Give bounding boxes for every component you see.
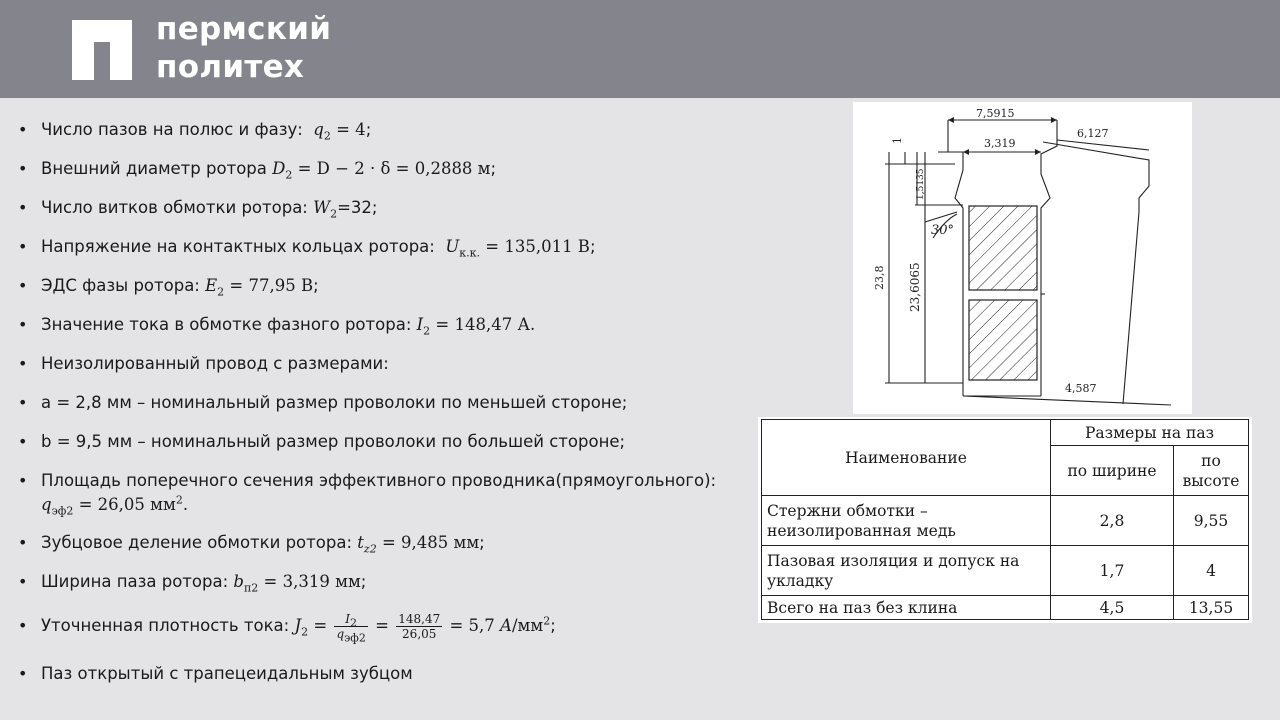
brand-line-1: пермский [156,11,332,47]
list-item: • Уточненная плотность тока: $J_2$ = $\frac{I_2}{q_{эф2}}$ = $\frac{148,47}{26,05}$ = 5,7 $A/мм^2$; [18,606,748,646]
list-item: • Зубцовое деление обмотки ротора: $t_{z2} = 9,485$ мм; [18,531,748,555]
list-item: • Ширина паза ротора: $b_{п2} = 3,319$ мм; [18,570,748,594]
list-item: • Число пазов на полюс и фазу: $q_2 = 4$; [18,118,748,142]
slot-drawing-svg [853,102,1192,414]
brand-name [156,10,331,86]
fraction-numeric: $\frac{148,47}{26,05}$ [398,612,441,641]
list-item: • Внешний диаметр ротора $D_2 = D - 2 \cdot \delta = 0,2888$ м; [18,157,748,181]
table-cell-width: 2,8 [1051,496,1174,546]
table-cell-name: Всего на паз без клина [762,596,1051,620]
table-cell-height: 13,55 [1174,596,1249,620]
table-cell-width: 4,5 [1051,596,1174,620]
table-cell-name: Стержни обмотки – неизолированная медь [762,496,1051,546]
table-row [762,546,1249,596]
header-height: по высоте [1174,446,1249,496]
dim-angle: 30° [931,223,955,238]
dim-top-width: 7,5915 [976,107,1015,120]
list-item: • Площадь поперечного сечения эффективного проводника(прямоугольного): $q_{эф2} = 26,05$ $мм^2$. [18,469,748,517]
list-item: • a = 2,8 мм – номинальный размер проволоки по меньшей стороне; [18,391,748,415]
header-group: Размеры на паз [1051,420,1249,446]
parameter-list [18,118,748,686]
dim-lip-2: 1,5135 [916,168,926,200]
table-row [762,496,1249,546]
table-cell-width: 1,7 [1051,546,1174,596]
list-item: • Паз открытый с трапецеидальным зубцом [18,662,748,686]
header-bar [0,0,1280,98]
table-cell-height: 4 [1174,546,1249,596]
dim-tooth-top: 6,127 [1077,127,1109,140]
slot-drawing [853,102,1192,414]
dim-lip: 1 [891,137,904,144]
table-row [762,596,1249,620]
dim-inner-height: 23,6065 [908,262,922,312]
dim-total-height: 23,8 [873,265,886,290]
list-item: • ЭДС фазы ротора: $E_2 = 77,95$ В; [18,274,748,298]
list-item: • Напряжение на контактных кольцах ротора: $U_{к.к.} = 135,011$ В; [18,235,748,259]
list-item: • b = 9,5 мм – номинальный размер проволоки по большей стороне; [18,430,748,454]
list-item: • Число витков обмотки ротора: $W_2=32$; [18,196,748,220]
list-item: • Неизолированный провод с размерами: [18,352,748,376]
header-name: Наименование [762,420,1051,496]
fraction-symbolic: $\frac{I_2}{q_{эф2}}$ [336,612,366,645]
logo-icon [72,20,132,80]
table-cell-height: 9,55 [1174,496,1249,546]
dim-slot-width: 3,319 [984,137,1016,150]
header-width: по ширине [1051,446,1174,496]
table-cell-name: Пазовая изоляция и допуск на укладку [762,546,1051,596]
slot-dimensions-table-panel [758,417,1252,623]
dim-bottom: 4,587 [1065,382,1097,395]
brand-line-2: политех [156,49,305,85]
slot-dimensions-table [761,419,1249,620]
list-item: • Значение тока в обмотке фазного ротора: $I_2 = 148,47$ А. [18,313,748,337]
